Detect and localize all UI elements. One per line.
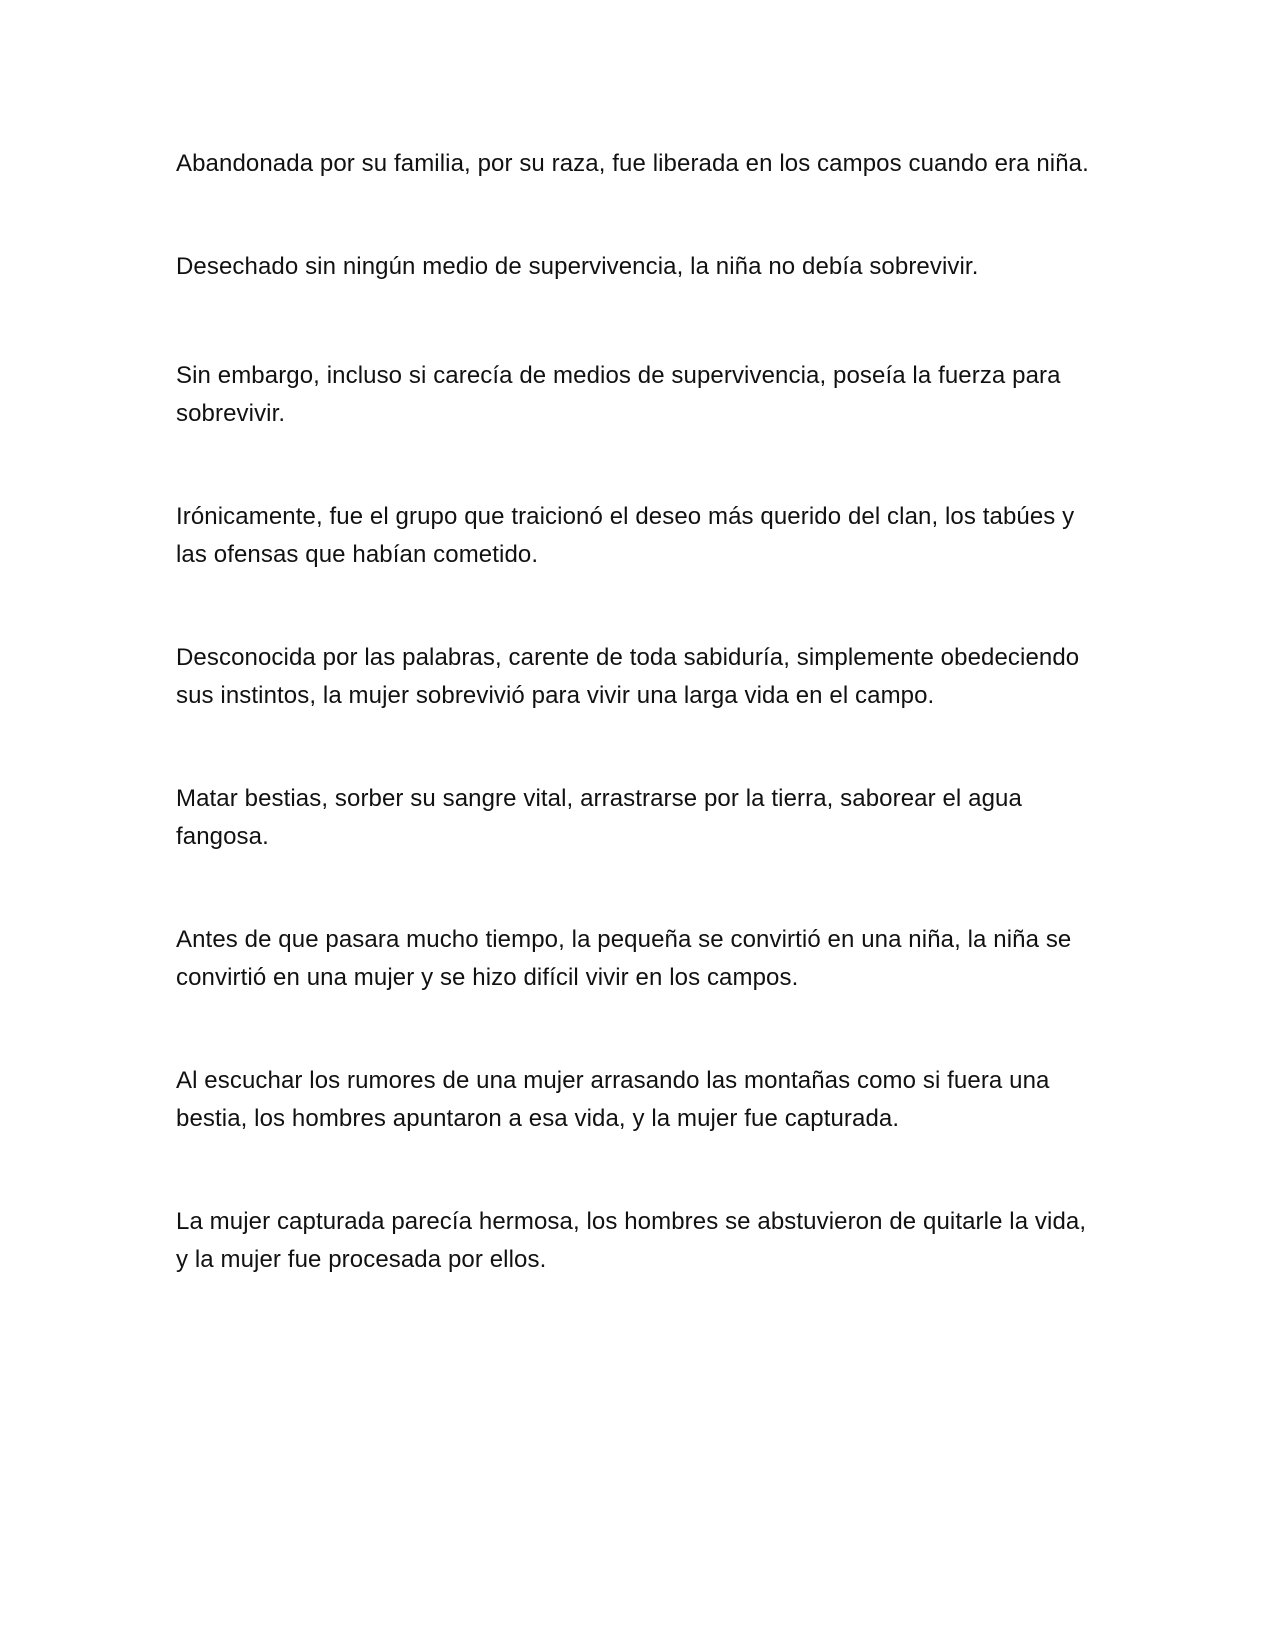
paragraph-1: Abandonada por su familia, por su raza, fue liberada en los campos cuando era niña. [176, 150, 1089, 177]
paragraph-8: Al escuchar los rumores de una mujer arrasando las montañas como si fuera una bestia, los hombres apuntaron a esa vida, y la mujer fue capturada. [176, 1067, 1050, 1132]
paragraph-4: Irónicamente, fue el grupo que traicionó el deseo más querido del clan, los tabúes y las ofensas que habían cometido. [176, 503, 1075, 568]
paragraph-9: La mujer capturada parecía hermosa, los hombres se abstuvieron de quitarle la vida, y la mujer fue procesada por ellos. [176, 1208, 1087, 1273]
paragraph-6: Matar bestias, sorber su sangre vital, arrastrarse por la tierra, saborear el agua fangosa. [176, 785, 1022, 850]
paragraph-2: Desechado sin ningún medio de supervivencia, la niña no debía sobrevivir. [176, 253, 979, 280]
paragraph-5: Desconocida por las palabras, carente de toda sabiduría, simplemente obedeciendo sus instintos, la mujer sobrevivió para vivir una larga vida en el campo. [176, 644, 1080, 709]
paragraph-7: Antes de que pasara mucho tiempo, la pequeña se convirtió en una niña, la niña se convirtió en una mujer y se hizo difícil vivir en los campos. [176, 926, 1072, 991]
paragraph-3: Sin embargo, incluso si carecía de medios de supervivencia, poseía la fuerza para sobrevivir. [176, 362, 1061, 427]
document-body [176, 145, 1096, 1344]
